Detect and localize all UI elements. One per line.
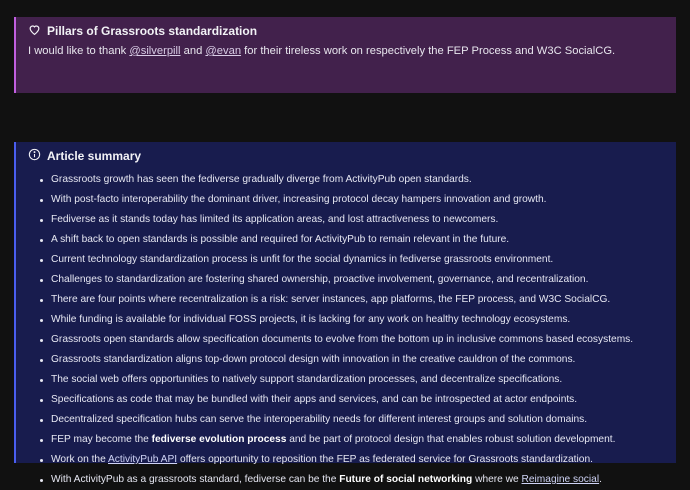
summary-list-item [40,430,676,450]
summary-list-item [40,170,676,190]
summary-list-item [40,230,676,250]
summary-list-item [40,370,676,390]
text: With ActivityPub as a grassroots standard, fediverse can be the [51,474,340,485]
text: Grassroots open standards allow specification documents to evolve from the bottom up in inclusive commons based ecosystems. [51,334,634,345]
text: where we [472,474,522,485]
text: Specifications as code that may be bundled with their apps and services, and can be introspected at actor endpoints. [51,394,578,405]
summary-list-item [40,470,676,490]
text: Fediverse as it stands today has limited its application areas, and lost attractiveness to newcomers. [51,214,499,225]
summary-list-item [40,190,676,210]
pillars-text [28,45,676,57]
summary-list-item [40,270,676,290]
pillars-callout [14,17,676,93]
text: offers opportunity to reposition the FEP as federated service for Grassroots standardization. [177,454,593,465]
text: FEP may become the [51,434,152,445]
summary-title-text: Article summary [47,149,142,163]
text: for their tireless work on respectively the FEP Process and W3C SocialCG. [241,45,616,57]
text: . [599,474,602,485]
summary-list-item [40,350,676,370]
text: Challenges to standardization are fostering shared ownership, proactive involvement, governance, and recentralization. [51,274,589,285]
link[interactable]: ActivityPub API [108,454,178,465]
article-summary-callout [14,142,676,485]
text: There are four points where recentralization is a risk: server instances, app platforms, the FEP process, and W3C SocialCG. [51,294,611,305]
text: While funding is available for individual FOSS projects, it is lacking for any work on healthy technology ecosystems. [51,314,571,325]
summary-list-item [40,450,676,470]
text: Grassroots growth has seen the fediverse gradually diverge from ActivityPub open standards. [51,174,472,185]
summary-list-item [40,210,676,230]
bold-text: Future of social networking [339,474,473,485]
link[interactable]: @evan [205,45,242,57]
summary-list-item [40,410,676,430]
pillars-title-text: Pillars of Grassroots standardization [47,24,258,38]
text: Work on the [51,454,109,465]
text: Decentralized specification hubs can serve the interoperability needs for different interest groups and solution domains. [51,414,588,425]
text: and [180,45,206,57]
summary-callout-title [28,148,676,164]
text: and be part of protocol design that enables robust solution development. [286,434,616,445]
text: The social web offers opportunities to natively support standardization processes, and decentralize specifications. [51,374,563,385]
text: Current technology standardization process is unfit for the social dynamics in fediverse grassroots environment. [51,254,554,265]
text: With post-facto interoperability the dominant driver, increasing protocol decay hampers innovation and growth. [51,194,547,205]
summary-list-item [40,250,676,270]
text: Grassroots standardization aligns top-down protocol design with innovation in the creative cauldron of the commons. [51,354,576,365]
link[interactable]: @silverpill [129,45,181,57]
heart-icon [28,23,41,39]
text: I would like to thank [28,45,130,57]
pillars-callout-title [28,23,676,39]
link[interactable]: Reimagine social [521,474,600,485]
bold-text: fediverse evolution process [151,434,287,445]
info-icon [28,148,41,164]
summary-list-item [40,330,676,350]
text: A shift back to open standards is possible and required for ActivityPub to remain relevant in the future. [51,234,510,245]
summary-list-item [40,290,676,310]
summary-list-item [40,390,676,410]
summary-list-item [40,310,676,330]
summary-list [28,170,676,490]
